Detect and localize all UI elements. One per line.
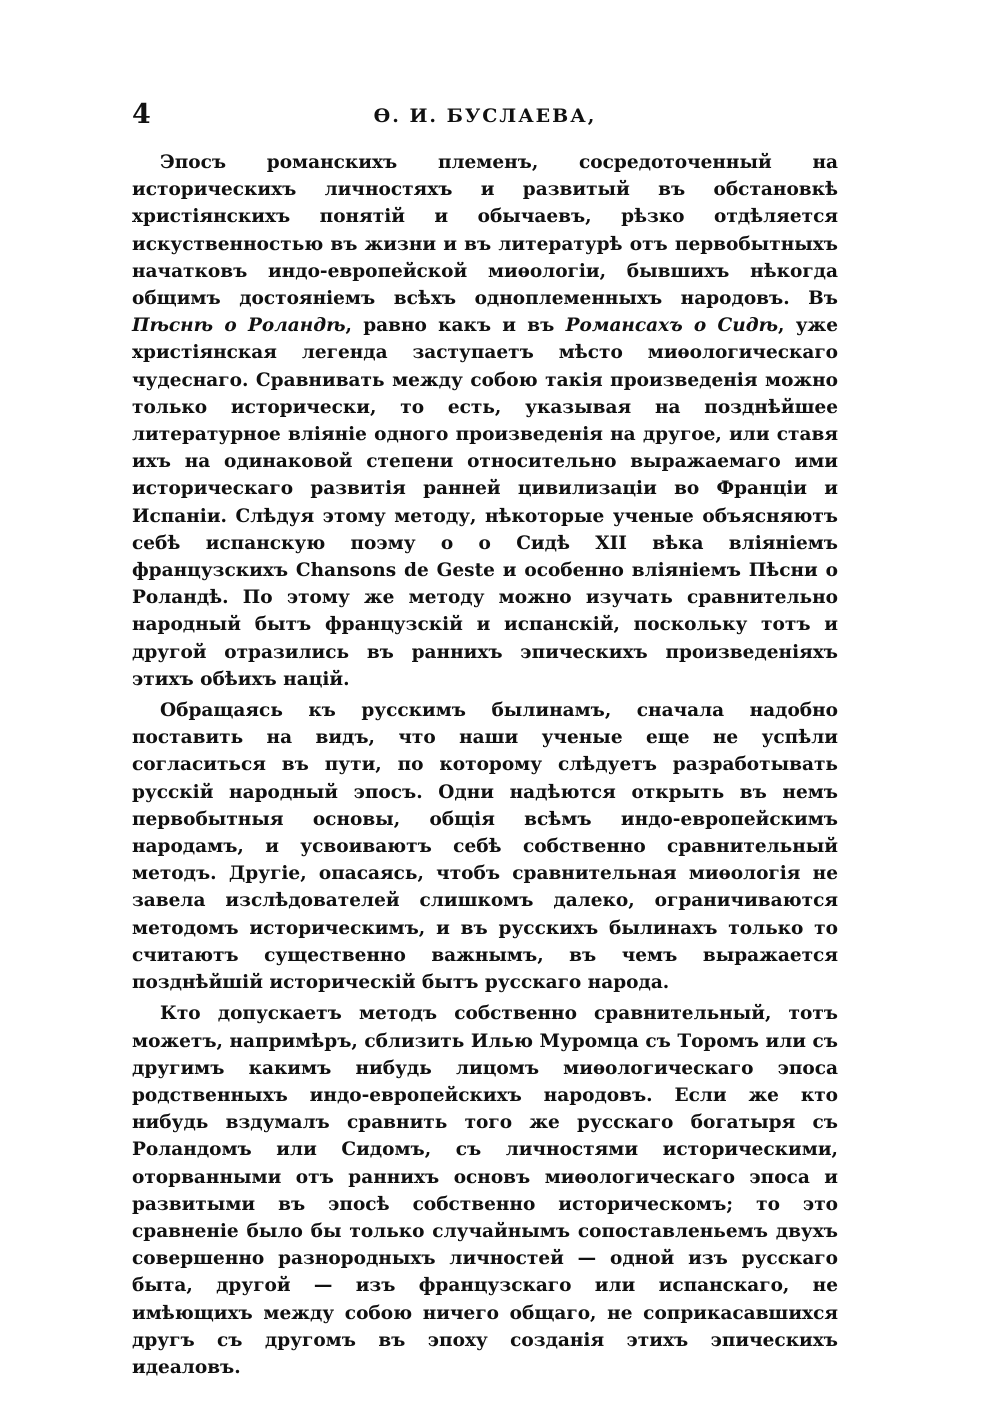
title-reference-romances-of-cid: Романсахъ о Сидѣ <box>565 315 778 337</box>
paragraph-3: Кто допускаетъ методъ собственно сравнительный, тотъ можетъ, напримѣръ, сблизить Илью Муромца съ Торомъ или съ другимъ какимъ нибудь лицомъ миѳологическаго эпоса родственныхъ индо-европейскихъ народовъ. Если же кто нибудь вздумалъ сравнить того же русскаго богатыря съ Роландомъ или Сидомъ, съ личностями историческими, оторванными отъ раннихъ основъ миѳологическаго эпоса и развитыми въ эпосѣ собственно историческомъ; то это сравненіе было бы только случайнымъ сопоставленьемъ двухъ совершенно разнородныхъ личностей — одной изъ русскаго быта, другой — изъ французскаго или испанскаго, не имѣющихъ между собою ничего общаго, не соприкасавшихся другъ съ другомъ въ эпоху созданія этихъ эпическихъ идеаловъ. <box>132 1003 838 1378</box>
page-number: 4 <box>132 99 151 130</box>
title-reference-song-of-roland: Пѣснѣ о Роландѣ <box>132 315 346 337</box>
paragraph-2: Обращаясь къ русскимъ былинамъ, сначала надобно поставить на видъ, что наши ученые еще не успѣли согласиться въ пути, по которому слѣдуетъ разработывать русскій народный эпосъ. Одни надѣются открыть въ немъ первобытныя основы, общія всѣмъ индо-европейскимъ народамъ, и усвоиваютъ себѣ собственно сравнительный методъ. Другіе, опасаясь, чтобъ сравнительная миѳологія не завела изслѣдователей слишкомъ далеко, ограничиваются методомъ историческимъ, и въ русскихъ былинахъ только то считаютъ существенно важнымъ, въ чемъ выражается позднѣйшій историческій бытъ русскаго народа. <box>132 700 838 994</box>
running-head: Ѳ. И. БУСЛАЕВА, <box>373 105 597 127</box>
paragraph-1-text-b: , равно какъ и въ <box>345 315 566 337</box>
paragraph-1 <box>132 149 838 693</box>
paragraph-1-text-c: , уже христіянская легенда заступаетъ мѣсто миѳологическаго чудеснаго. Сравнивать между собою такія произведенія можно только исторически, то есть, указывая на позднѣйшее литературное вліяніе одного произведенія на другое, или ставя ихъ на одинаковой степени относительно выражаемаго ими историческаго развитія ранней цивилизаціи во Франціи и Испаніи. Слѣдуя этому методу, нѣкоторые ученые объясняютъ себѣ испанскую поэму о о Сидѣ XII вѣка вліяніемъ французскихъ Chansons de Geste и особенно вліяніемъ Пѣсни о Роландѣ. По этому же методу можно изучать сравнительно народный бытъ французскій и испанскій, поскольку тотъ и другой отразились въ раннихъ эпическихъ произведеніяхъ этихъ обѣихъ націй. <box>132 315 839 690</box>
page-header <box>132 100 838 136</box>
body-text <box>132 149 838 1381</box>
paragraph-1-text-a: Эпосъ романскихъ племенъ, сосредоточенный на историческихъ личностяхъ и развитый въ обстановкѣ христіянскихъ понятій и обычаевъ, рѣзко отдѣляется искуственностью въ жизни и въ литературѣ отъ первобытныхъ начатковъ индо-европейской миѳологіи, бывшихъ нѣкогда общимъ достояніемъ всѣхъ одноплеменныхъ народовъ. Въ <box>132 152 838 310</box>
